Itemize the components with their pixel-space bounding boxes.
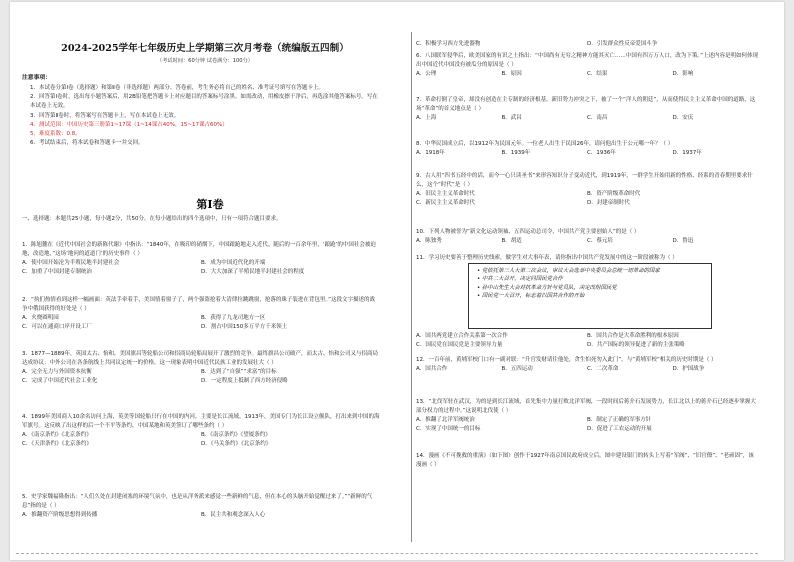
notice-item-difficulty: 5．难度系数：0.8。 [30,131,81,138]
notice-item-scope: 4．测试范围：中国历史第三册第1~17课（1~14课占40%，15~17课占60%） [30,121,228,128]
option[interactable]: D．护国战争 [672,365,705,372]
question-12 [416,356,758,374]
option[interactable]: A．公理 [416,70,437,77]
question-11-options [416,332,758,350]
option[interactable]: B．《南京条约》《望厦条约》 [201,431,271,438]
question-stem: 11．学习历史要善于整理历史线索，做学生对大事年表，请你指出中国共产党发展中的这一阶段被称为（ ） [416,255,678,261]
section-title: 第Ⅰ卷 [196,198,224,211]
option[interactable]: B．达到了“自强”“求富”的目标 [201,368,277,375]
option[interactable]: C．《天津条约》《北京条约》 [22,440,92,447]
question-stem: 13．“北伐军驻在武汉，为的是到长江流域，首先集中力量打败北洋军阀，一段时间后蒋介石发展势力，长江北以上的蒋介石已经逐步掌握大部分权力的过程中。”这说明北伐使（ ） [416,399,756,414]
question-stem: 10．下列人物被誉为“新文化运动领袖、五四运动总司令，中国共产党主要创始人”的是（ ） [416,229,640,235]
option[interactable]: A．1918年 [416,149,445,156]
option[interactable]: D．安庆 [672,114,694,121]
option[interactable]: A．国共合作 [416,365,448,372]
question-options [416,149,758,158]
question-3 [22,350,380,386]
option[interactable]: D．大大加深了半殖民地半封建社会的程度 [201,268,305,275]
option[interactable]: D．影响 [672,70,694,77]
option[interactable]: B．国共合作是大革命胜利的根本原因 [587,333,679,339]
question-1 [22,241,380,277]
option[interactable]: C．1936年 [587,149,616,156]
question-7 [416,96,758,123]
timeline-item: • 孙中山先生大会对抗革命方针与党员队，决定改组国民党 [477,284,703,292]
option[interactable]: C．南昌 [587,114,608,121]
notice-item: 3．回答第Ⅱ卷时，将答案写在答题卡上，写在本试卷上无效。 [30,112,180,119]
option[interactable]: C．国民党在国民党是主要领导力量 [416,341,503,348]
question-5 [22,493,380,520]
option[interactable]: A．完全无力与外国资本抗衡 [22,368,92,375]
question-stem: 14．漫画《不可挽救的重演》（如下图）创作于1927年南京国民政府成立后。图中建设银门的转头上写着“军阀”、“旧官僚”、“老顽固”，该漫画（ ） [416,453,754,468]
question-14 [416,452,758,470]
option[interactable]: B．制定了正确的军事方针 [587,416,652,423]
exam-meta: （考试时间：60分钟 试卷满分：100分） [157,58,253,64]
question-options [416,332,758,350]
question-options [22,314,380,332]
timeline-item: • 国民党一大召开，标志着以国共合作的开始 [477,292,703,300]
option[interactable]: A．推翻资产阶级思想得到传播 [22,511,98,518]
option[interactable]: C．实现了中国统一的目标 [416,425,481,432]
question-options [416,190,758,208]
option[interactable]: D．《马关条约》《北京条约》 [201,440,272,447]
option[interactable]: D．促进了工农运动的开展 [587,425,652,432]
question-options [22,511,380,520]
option[interactable]: B．五四运动 [501,365,533,372]
option[interactable]: A．《南京条约》《北京条约》 [22,431,92,438]
option[interactable]: A．上海 [416,114,437,121]
option[interactable]: B．获得了九龙司地方一区 [201,314,266,321]
option[interactable]: D．封建帝制时代 [587,199,630,206]
notices-list [30,84,378,148]
option[interactable]: D．共产国际的领导促进了新的主张策略 [587,341,685,348]
option[interactable]: A．火烧圆明园 [22,314,59,321]
question-options [22,368,380,386]
option[interactable]: C．加重了中国封建专制统治 [22,268,92,275]
option[interactable]: A．推翻了北洋军阀统治 [416,416,475,423]
question-11 [416,254,758,263]
option[interactable]: D．一定程度上抵制了西方经济侵略 [201,377,288,384]
question-options [22,431,380,449]
timeline-box [468,263,712,329]
question-options [416,114,758,123]
timeline-item: • 党依托第三人大第二次会议，审议大会选举中央委员会总统一切革命的国家 [477,267,703,275]
question-options [416,40,758,49]
option[interactable]: B．胡适 [501,237,522,244]
question-stem: 12．一百年前，黄埔军校门口有一副对联：“升官发财请往他处，贪生怕死勿入此门”。与“黄埔军校”相关的历史时期是（ ） [416,357,717,363]
option[interactable]: C．可以在通商口岸开设工厂 [22,323,92,330]
question-options [416,416,758,434]
notice-item: 6．考试结束后，将本试卷和答题卡一并交回。 [30,140,144,147]
option[interactable]: C．蔡元培 [587,237,613,244]
question-stem: 5．史学家魏福隆指出：“人们久处在封建闭塞的环境气氛中，也是从洋务派来感觉一些新鲜的气息，但在本心的头脑开始觉醒过来了。”“新鲜的气息”指的是（ ） [22,494,373,509]
question-stem: 1．陈旭麓在《近代中国社会的新陈代谢》中指出：“1840年，在吸印的硝烟下，中国踉跄地走入近代。随后的一百余年里，‘踉跄’的中国社会被迫地，改造地，”这场‘地问的道道门’的历史事件（ ） [22,242,376,257]
question-stem: 2．“执们热情看到这样一幅画面：英法手牵着手，美国情着窗子了，两个强盗抢着大清律拉跳跳窗，抢落的珠子装进在背包里。”这段文字描述的战争中俄国获得的好处是（ ） [22,297,375,312]
option[interactable]: B．原因 [501,70,522,77]
notice-heading: 注意事项： [22,75,51,81]
notice-item: 2．回答第Ⅰ卷时，选出每小题答案后，用2B铅笔把答题卡上对应题目的答案标号涂黑。如需改动，用橡皮擦干净后，再选涂其他答案标号。写在本试卷上无效。 [30,94,378,110]
column-divider [411,32,412,542]
option[interactable]: B．资产阶级革命时代 [587,190,641,197]
question-5-continued [416,40,758,49]
question-options [416,365,758,374]
question-stem: 3．1877—1889年，英国太古、怡和，美国旗昌等轮船公司和招商局轮船局展开了激烈的竞争。最终旗昌公司破产，而太古、怡和公司又与招商局达成协议：中外公司在各条航线上共同议定统一的价格。这一现象表明中国近代民族工业的发展壮大（ ） [22,351,378,366]
option[interactable]: B．武昌 [501,114,522,121]
option[interactable]: C．结果 [587,70,608,77]
option[interactable]: A．陈独秀 [416,237,442,244]
timeline-item: • 中共二大召开，决定同国民党合作 [477,275,703,283]
option[interactable]: A．旧民主主义革命时代 [416,190,475,197]
option[interactable]: D．鲁迅 [672,237,694,244]
option[interactable]: C．积极学习西方先进器物 [416,41,481,47]
option[interactable]: C．完成了中国近代社会工业化 [22,377,98,384]
notice-item: 1．本试卷分第Ⅰ卷（选择题）和第Ⅱ卷（非选择题）两部分。答卷前，考生务必将自己的姓名、准考证号填写在答题卡上。 [30,85,324,91]
exam-title: 2024-2025学年七年级历史上学期第三次月考卷（统编版五四制） [61,43,349,54]
option[interactable]: A．使中国开始沦为半殖民地半封建社会 [22,259,120,266]
option[interactable]: D．1937年 [672,149,702,156]
option[interactable]: B．成为中国近代化的开端 [201,259,266,266]
question-10 [416,228,758,246]
section-instruction: 一、选择题：本题共25小题，每小题2分，共50分。在每小题给出的四个选项中，只有一项符合题目要求。 [22,216,282,222]
option[interactable]: C．二次革命 [587,365,619,372]
page-footer-line [16,553,758,554]
question-stem: 9．古人用“四书五经中的话，而今一心只读圣书”来形容知识分子变动近代，到1919年，一群学生开始用新的性格、经系的青春期里要求什么，这个“时代”是（ ） [416,173,753,188]
question-options [22,259,380,277]
question-options [416,237,758,246]
question-13 [416,398,758,434]
question-stem: 8．中华民国成立后，以1912年为民国元年。一位老人出生于民国26年，请问他出生于公元哪一年？（ ） [416,141,674,147]
question-6 [416,52,758,79]
option[interactable]: A．国共两党建立合作关系第一次合作 [416,333,508,339]
option[interactable]: B．民主共和观念深入人心 [201,511,266,518]
question-stem: 4．1899年美国商人10余名访问上海，英美等国轮船只行在中国的内河，主要是长江流域。1913年，美国专门为长江设立舰队，打出来到中国的海军旗号。这反映了出这样的后一个不平等条约，中国某地和英美签订了哪些条约（ ） [22,414,380,429]
option[interactable]: D．引发群众性反帝爱国斗争 [587,41,658,47]
option[interactable]: B．1939年 [501,149,531,156]
question-4 [22,413,380,449]
question-9 [416,172,758,208]
question-stem: 7．革命打倒了皇帝，却没有创造在主专制的经济根基。新旧势力冲突之下，被了一个“洋人的朝廷”，从而使得民主主义革命中国的道路，这场“革命”的首义地点是（ ） [416,97,756,112]
question-8 [416,140,758,158]
question-2 [22,296,380,332]
question-stem: 6．八国联军侵华后，欧美国家的有识之士指出：“中国尚有无穷之精神方能其灭亡……中国有四万万人口，改为下策。”上述内容是明如何体现出中国近代中国没有被瓜分的原因是（ ） [416,53,758,68]
question-options [416,70,758,79]
option[interactable]: C．新民主主义革命时代 [416,199,475,206]
option[interactable]: D．割占中国150多万平方千米领土 [201,323,288,330]
